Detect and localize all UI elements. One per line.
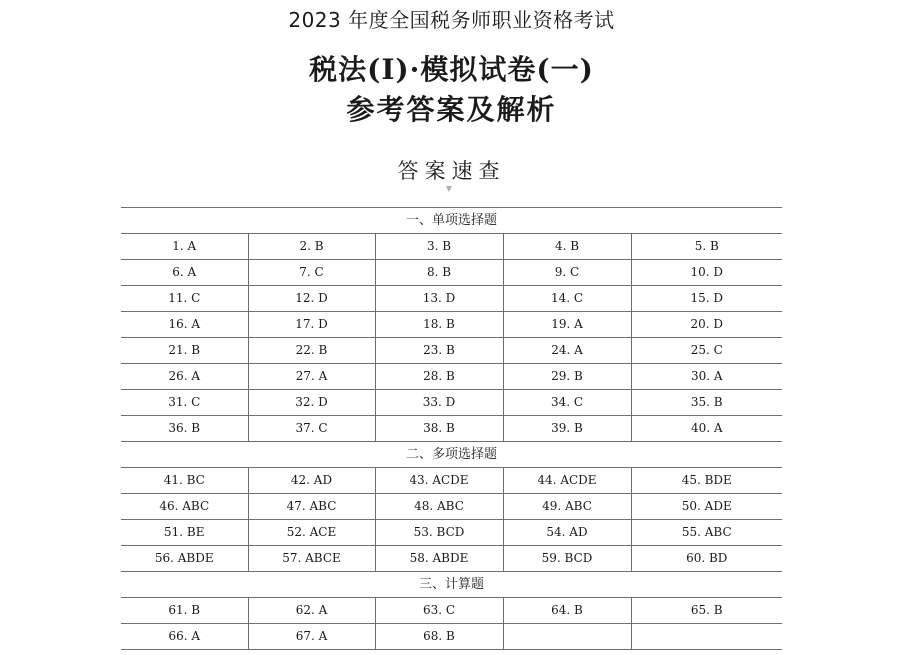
answer-row bbox=[121, 234, 782, 260]
answer-cell: 66. A bbox=[121, 624, 248, 650]
answer-cell: 8. B bbox=[375, 260, 503, 286]
answer-cell: 53. BCD bbox=[375, 520, 503, 546]
answer-cell: 12. D bbox=[248, 286, 375, 312]
answer-row bbox=[121, 468, 782, 494]
answer-row bbox=[121, 338, 782, 364]
answer-cell: 54. AD bbox=[503, 520, 631, 546]
exam-name: 2023 年度全国税务师职业资格考试 bbox=[288, 8, 615, 32]
answer-cell: 3. B bbox=[375, 234, 503, 260]
answer-cell: 34. C bbox=[503, 390, 631, 416]
answer-key-table bbox=[121, 207, 782, 650]
answer-cell: 2. B bbox=[248, 234, 375, 260]
paper-subtitle: 参考答案及解析 bbox=[346, 93, 557, 126]
answer-row bbox=[121, 494, 782, 520]
answer-cell: 45. BDE bbox=[631, 468, 782, 494]
answer-cell: 44. ACDE bbox=[503, 468, 631, 494]
answer-cell: 14. C bbox=[503, 286, 631, 312]
answer-cell: 19. A bbox=[503, 312, 631, 338]
section-title: 二、多项选择题 bbox=[121, 442, 782, 468]
answer-cell: 13. D bbox=[375, 286, 503, 312]
triangle-marker-icon bbox=[446, 186, 452, 192]
answer-cell: 5. B bbox=[631, 234, 782, 260]
answer-row bbox=[121, 416, 782, 442]
answer-cell: 17. D bbox=[248, 312, 375, 338]
section-title: 一、单项选择题 bbox=[121, 208, 782, 234]
answer-cell: 39. B bbox=[503, 416, 631, 442]
answer-cell: 51. BE bbox=[121, 520, 248, 546]
answer-cell: 62. A bbox=[248, 598, 375, 624]
answer-cell: 63. C bbox=[375, 598, 503, 624]
section-header-row bbox=[121, 208, 782, 234]
answer-cell: 6. A bbox=[121, 260, 248, 286]
answer-cell: 60. BD bbox=[631, 546, 782, 572]
answer-cell: 61. B bbox=[121, 598, 248, 624]
answer-cell: 41. BC bbox=[121, 468, 248, 494]
answer-cell: 68. B bbox=[375, 624, 503, 650]
answer-cell: 11. C bbox=[121, 286, 248, 312]
answer-cell: 9. C bbox=[503, 260, 631, 286]
answer-cell: 46. ABC bbox=[121, 494, 248, 520]
answer-cell: 1. A bbox=[121, 234, 248, 260]
answer-cell: 18. B bbox=[375, 312, 503, 338]
answer-quick-check-heading: 答案速查 bbox=[397, 159, 506, 183]
answer-cell: 10. D bbox=[631, 260, 782, 286]
answer-row bbox=[121, 364, 782, 390]
answer-cell: 35. B bbox=[631, 390, 782, 416]
answer-cell: 58. ABDE bbox=[375, 546, 503, 572]
answer-cell: 64. B bbox=[503, 598, 631, 624]
answer-cell: 26. A bbox=[121, 364, 248, 390]
answer-cell: 33. D bbox=[375, 390, 503, 416]
answer-cell: 4. B bbox=[503, 234, 631, 260]
answer-cell: 49. ABC bbox=[503, 494, 631, 520]
answer-key-body bbox=[121, 208, 782, 650]
answer-cell bbox=[503, 624, 631, 650]
answer-cell: 23. B bbox=[375, 338, 503, 364]
answer-cell: 21. B bbox=[121, 338, 248, 364]
answer-cell: 38. B bbox=[375, 416, 503, 442]
answer-row bbox=[121, 260, 782, 286]
answer-cell: 22. B bbox=[248, 338, 375, 364]
answer-cell: 42. AD bbox=[248, 468, 375, 494]
answer-cell: 65. B bbox=[631, 598, 782, 624]
answer-cell: 56. ABDE bbox=[121, 546, 248, 572]
section-header-row bbox=[121, 572, 782, 598]
answer-cell: 37. C bbox=[248, 416, 375, 442]
answer-cell: 32. D bbox=[248, 390, 375, 416]
answer-cell: 31. C bbox=[121, 390, 248, 416]
answer-row bbox=[121, 390, 782, 416]
answer-cell: 30. A bbox=[631, 364, 782, 390]
answer-cell: 67. A bbox=[248, 624, 375, 650]
paper-title: 税法(Ⅰ)·模拟试卷(一) bbox=[309, 53, 594, 86]
answer-cell: 20. D bbox=[631, 312, 782, 338]
answer-row bbox=[121, 520, 782, 546]
answer-cell: 52. ACE bbox=[248, 520, 375, 546]
answer-cell: 57. ABCE bbox=[248, 546, 375, 572]
answer-row bbox=[121, 286, 782, 312]
answer-cell: 28. B bbox=[375, 364, 503, 390]
answer-cell: 43. ACDE bbox=[375, 468, 503, 494]
answer-cell: 16. A bbox=[121, 312, 248, 338]
answer-cell: 7. C bbox=[248, 260, 375, 286]
answer-cell: 55. ABC bbox=[631, 520, 782, 546]
answer-cell: 47. ABC bbox=[248, 494, 375, 520]
answer-cell: 50. ADE bbox=[631, 494, 782, 520]
answer-cell: 48. ABC bbox=[375, 494, 503, 520]
answer-cell: 25. C bbox=[631, 338, 782, 364]
section-title: 三、计算题 bbox=[121, 572, 782, 598]
answer-row bbox=[121, 312, 782, 338]
answer-cell: 15. D bbox=[631, 286, 782, 312]
answer-cell: 40. A bbox=[631, 416, 782, 442]
answer-row bbox=[121, 624, 782, 650]
answer-cell: 29. B bbox=[503, 364, 631, 390]
answer-row bbox=[121, 546, 782, 572]
answer-cell bbox=[631, 624, 782, 650]
answer-cell: 27. A bbox=[248, 364, 375, 390]
answer-row bbox=[121, 598, 782, 624]
answer-cell: 59. BCD bbox=[503, 546, 631, 572]
section-header-row bbox=[121, 442, 782, 468]
answer-cell: 36. B bbox=[121, 416, 248, 442]
answer-cell: 24. A bbox=[503, 338, 631, 364]
